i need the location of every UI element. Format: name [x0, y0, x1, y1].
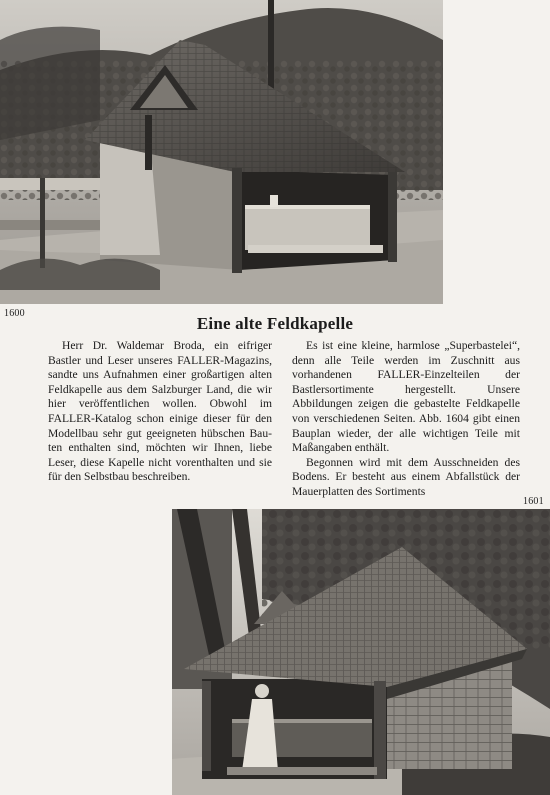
chapel-photo-side-image — [172, 509, 550, 795]
chapel-photo-side — [172, 509, 550, 795]
chapel-photo-front-image — [0, 0, 443, 304]
article-paragraph: Herr Dr. Waldemar Broda, ein eifriger Bastler und Leser unseres FALLER-Magazins, sandte uns Aufnahmen einer großartigen alten Feldkapelle aus dem Salzburger Land, die wir hier veröffentlichen wollen. Obwohl im FALLER-Katalog schon einige dieser für den Modellbau sehr gut geeigneten hübschen Bauten enthalten sind, möchten wir Ihnen, liebe Leser, diese Kapelle nicht vorenthalten und sie für den Selbstbau beschreiben. — [48, 339, 272, 484]
article-column-left — [48, 339, 272, 485]
figure-number-1600: 1600 — [4, 308, 25, 319]
article-paragraph: Es ist eine kleine, harmlose „Superbastelei“, denn alle Teile werden im Zuschnitt aus vorhandenen FALLER-Einzelteilen der Bastlersortimente hergestellt. Unsere Abbildungen zeigen die gebastelte Feldkapelle von verschiedenen Seiten. Abb. 1604 gibt einen Bauplan wieder, der alle wichtigen Teile mit Maßangaben enthält. — [292, 339, 520, 455]
article-column-right — [292, 339, 520, 500]
article-title: Eine alte Feldkapelle — [196, 314, 354, 333]
chapel-photo-front — [0, 0, 443, 304]
article-paragraph: Begonnen wird mit dem Ausschneiden des Bodens. Er besteht aus einem Abfallstück der Mauerplatten des Sortiments — [292, 455, 520, 498]
figure-number-1601: 1601 — [523, 496, 544, 507]
